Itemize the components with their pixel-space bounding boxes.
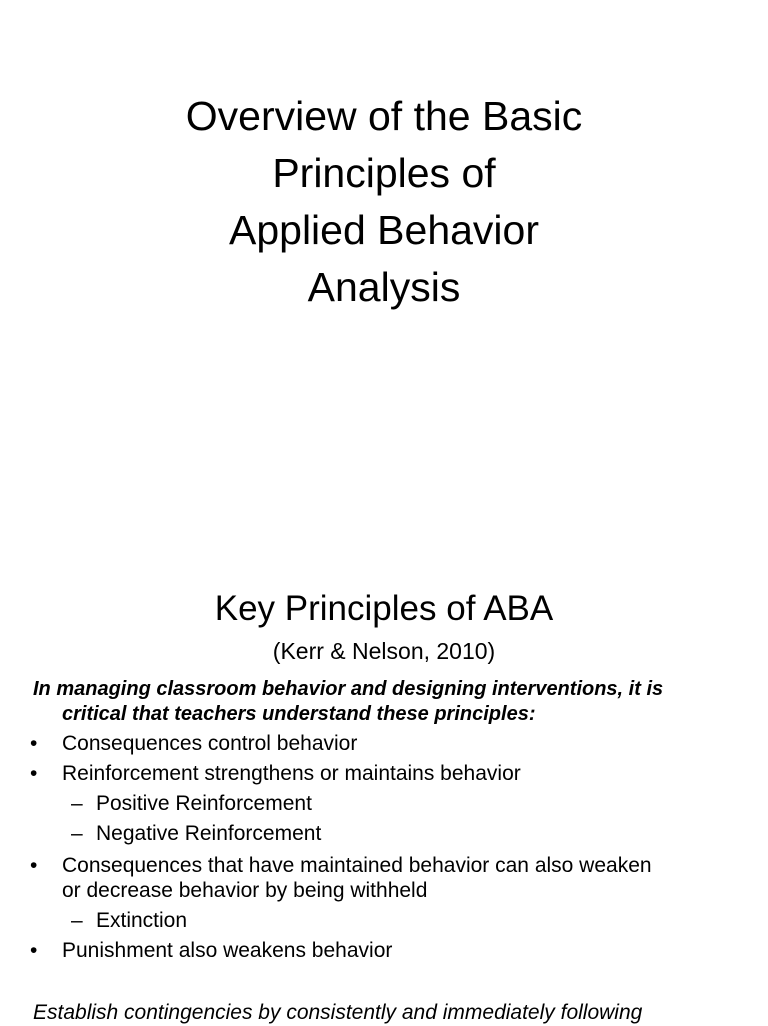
bullet-marker: • [30,732,38,755]
sub-bullet-item [71,908,721,933]
title-line: Overview of the Basic [185,93,583,139]
bullet-text-line: Consequences that have maintained behavior can also weaken [62,854,652,877]
bullet-text: Consequences control behavior [62,732,358,755]
bullet-item [30,731,750,756]
intro-line: critical that teachers understand these principles: [62,703,536,725]
bullet-marker: • [30,762,38,785]
bullet-text [30,853,750,903]
bullet-text-line: or decrease behavior by being withheld [62,879,428,902]
bullet-text: Reinforcement strengthens or maintains behavior [62,762,521,785]
sub-bullet-text: Negative Reinforcement [96,822,322,845]
title-line: Applied Behavior [229,207,539,253]
sub-bullet-item [71,821,721,846]
intro-paragraph [33,677,748,727]
sub-bullet-text: Positive Reinforcement [96,792,312,815]
intro-line: In managing classroom behavior and designing interventions, it is [33,678,664,700]
sub-bullet-text: Extinction [96,909,188,932]
sub-bullet-marker: – [71,822,83,845]
slide-2-citation: (Kerr & Nelson, 2010) [272,638,496,664]
sub-bullet-item [71,791,721,816]
bullet-marker: • [30,854,38,877]
bullet-item [30,853,750,903]
sub-bullet-marker: – [71,792,83,815]
slide-1-title [0,88,768,316]
bullet-marker: • [30,939,38,962]
title-line: Analysis [307,264,461,310]
closing-statement: Establish contingencies by consistently and immediately following [33,1001,643,1024]
sub-bullet-marker: – [71,909,83,932]
title-line: Principles of [272,150,496,196]
bullet-item [30,938,750,963]
slide-2-title: Key Principles of ABA [214,589,554,628]
bullet-text: Punishment also weakens behavior [62,939,393,962]
bullet-item [30,761,750,786]
